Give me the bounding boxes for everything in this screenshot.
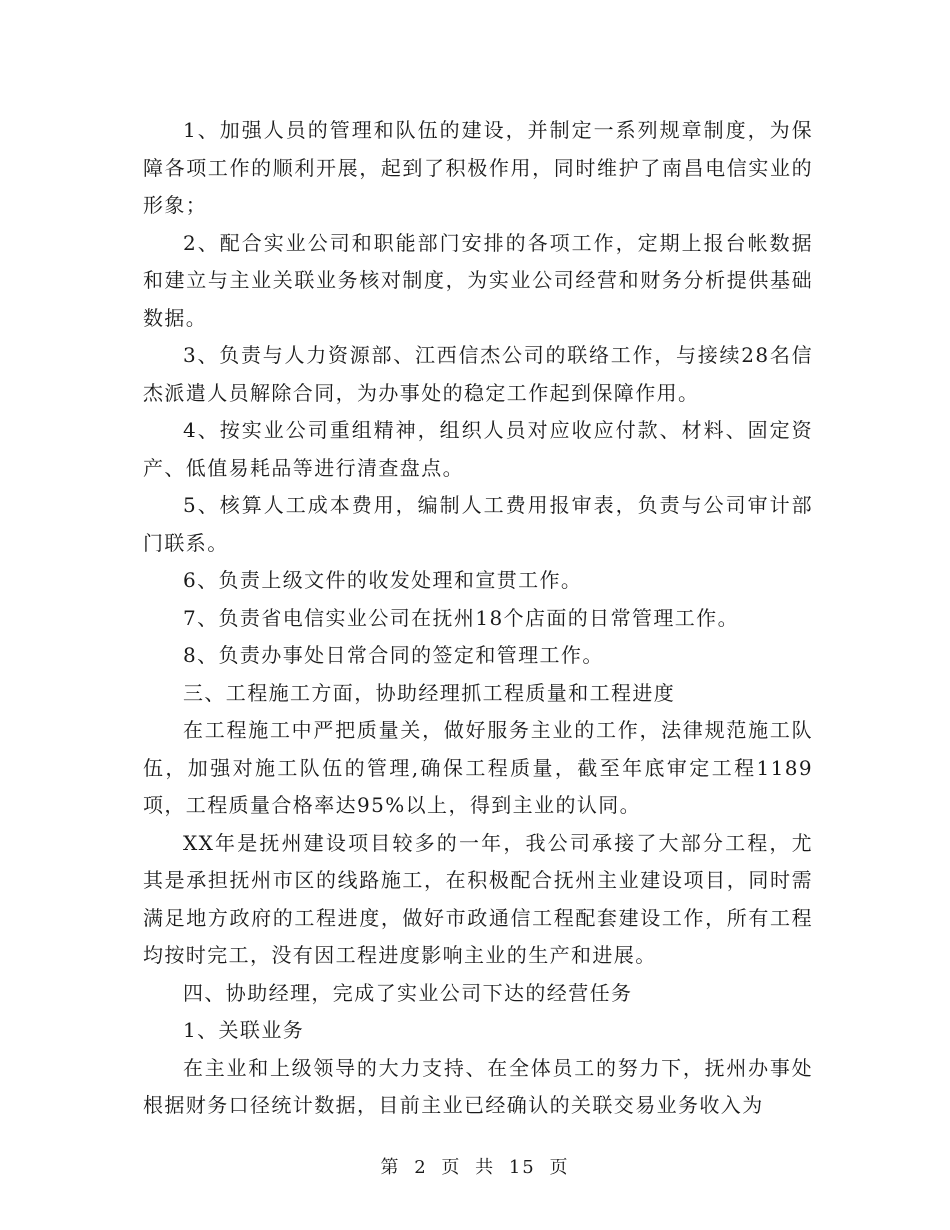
paragraph-6: 6、负责上级文件的收发处理和宣贯工作。 (183, 568, 583, 592)
page-footer: 第 2 页 共 15 页 (380, 1157, 570, 1178)
section-heading-4: 四、协助经理，完成了实业公司下达的经营任务 (183, 980, 633, 1005)
paragraph-2: 2、配合实业公司和职能部门安排的各项工作，定期上报台帐数据和建立与主业关联业务核对制度，为实业公司经营和财务分析提供基础数据。 (143, 230, 813, 330)
section-heading-3: 三、工程施工方面，协助经理抓工程质量和工程进度 (183, 680, 676, 705)
subheading-related-business: 1、关联业务 (183, 1018, 305, 1042)
paragraph-related-business: 在主业和上级领导的大力支持、在全体员工的努力下，抚州办事处根据财务口径统计数据，目前主业已经确认的关联交易业务收入为 (143, 1055, 813, 1117)
paragraph-7: 7、负责省电信实业公司在抚州18个店面的日常管理工作。 (183, 605, 739, 630)
paragraph-8: 8、负责办事处日常合同的签定和管理工作。 (183, 643, 604, 667)
paragraph-quality: 在工程施工中严把质量关，做好服务主业的工作，法律规范施工队伍，加强对施工队伍的管理,确保工程质量，截至年底审定工程1189项，工程质量合格率达95%以上，得到主业的认同。 (143, 718, 813, 817)
paragraph-5: 5、核算人工成本费用，编制人工费用报审表，负责与公司审计部门联系。 (143, 493, 813, 555)
paragraph-construction: XX年是抚州建设项目较多的一年，我公司承接了大部分工程，尤其是承担抚州市区的线路施工，在积极配合抚州主业建设项目，同时需满足地方政府的工程进度，做好市政通信工程配套建设工作，所有工程均按时完工，没有因工程进度影响主业的生产和进展。 (143, 830, 813, 967)
paragraph-3: 3、负责与人力资源部、江西信杰公司的联络工作，与接续28名信杰派遣人员解除合同，为办事处的稳定工作起到保障作用。 (143, 343, 813, 405)
document-body (143, 112, 813, 1125)
paragraph-1: 1、加强人员的管理和队伍的建设，并制定一系列规章制度，为保障各项工作的顺利开展，起到了积极作用，同时维护了南昌电信实业的形象； (143, 118, 813, 217)
paragraph-4: 4、按实业公司重组精神，组织人员对应收应付款、材料、固定资产、低值易耗品等进行清查盘点。 (143, 418, 813, 480)
